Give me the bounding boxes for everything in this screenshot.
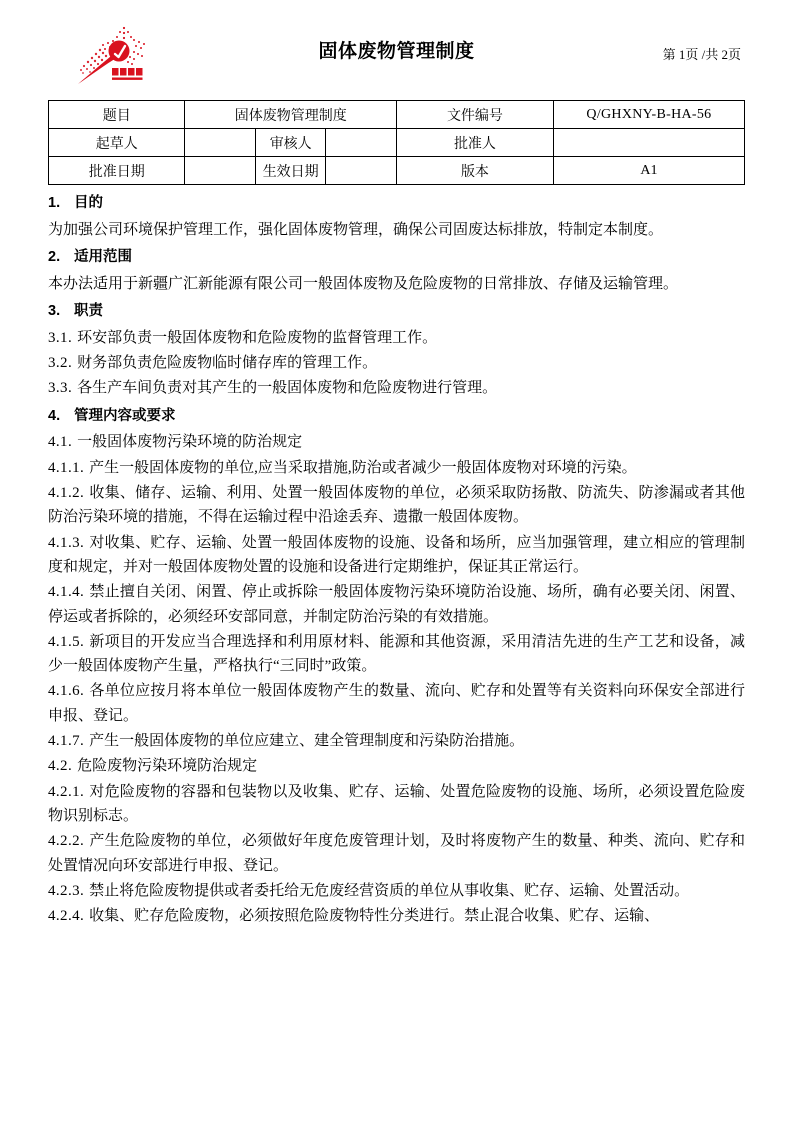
table-cell-docno-value: Q/GHXNY-B-HA-56	[553, 101, 744, 129]
paragraph-text: 禁止擅自关闭、闲置、停止或拆除一般固体废物污染环境防治设施、场所，确有必要关闭、闲置、停运或者拆除的，必须经环安部同意，并制定防治污染的有效措施。	[48, 584, 745, 625]
body-paragraph	[48, 630, 745, 679]
paragraph-text: 环安部负责一般固体废物和危险废物的监督管理工作。	[77, 329, 438, 346]
table-cell-reviewer-label: 审核人	[255, 129, 325, 157]
body-paragraph	[48, 531, 745, 580]
paragraph-number: 4.1.1.	[48, 459, 85, 476]
paragraph-number: 4.2.3.	[48, 882, 85, 899]
table-cell-approver-label: 批准人	[396, 129, 553, 157]
table-cell-title-value: 固体废物管理制度	[185, 101, 397, 129]
paragraph-number: 4.2.1.	[48, 783, 85, 800]
section-number: 4.	[48, 407, 61, 424]
body-paragraph	[48, 679, 745, 728]
paragraph-number: 4.1.3.	[48, 534, 85, 551]
paragraph-text: 危险废物污染环境防治规定	[77, 758, 258, 775]
section-number: 2.	[48, 249, 61, 266]
section-heading	[48, 301, 745, 323]
paragraph-number: 4.1.2.	[48, 485, 85, 502]
body-paragraph	[48, 580, 745, 629]
table-row	[49, 129, 745, 157]
body-paragraph	[48, 904, 745, 928]
paragraph-text: 收集、贮存危险废物，必须按照危险废物特性分类进行。禁止混合收集、贮存、运输、	[89, 908, 660, 925]
body-paragraph	[48, 829, 745, 878]
table-cell-title-label: 题目	[49, 101, 185, 129]
section-heading	[48, 406, 745, 428]
section-heading-text: 目的	[74, 195, 103, 211]
paragraph-text: 对收集、贮存、运输、处置一般固体废物的设施、设备和场所，应当加强管理，建立相应的管理制度和规定，并对一般固体废物处置的设施和设备进行定期维护，保证其正常运行。	[48, 534, 745, 575]
table-cell-approve-date-value	[185, 157, 255, 185]
table-cell-version-label: 版本	[396, 157, 553, 185]
table-cell-effective-date-label: 生效日期	[255, 157, 325, 185]
table-row	[49, 101, 745, 129]
page-number: 第 1页 /共 2页	[662, 47, 741, 62]
paragraph-text: 本办法适用于新疆广汇新能源有限公司一般固体废物及危险废物的日常排放、存储及运输管理。	[48, 275, 679, 292]
table-cell-approve-date-label: 批准日期	[49, 157, 185, 185]
section-heading	[48, 193, 745, 215]
paragraph-text: 对危险废物的容器和包装物以及收集、贮存、运输、处置危险废物的设施、场所，必须设置危险废物识别标志。	[48, 783, 745, 824]
paragraph-number: 4.1.	[48, 434, 73, 451]
paragraph-text: 新项目的开发应当合理选择和利用原材料、能源和其他资源，采用清洁先进的生产工艺和设备，减少一般固体废物产生量，严格执行“三同时”政策。	[48, 633, 745, 675]
body-paragraph	[48, 272, 745, 296]
body-paragraph	[48, 376, 745, 400]
paragraph-text: 一般固体废物污染环境的防治规定	[77, 434, 303, 451]
paragraph-text: 产生危险废物的单位，必须做好年度危废管理计划，及时将废物产生的数量、种类、流向、贮存和处置情况向环安部进行申报、登记。	[48, 833, 745, 874]
document-header	[48, 22, 745, 94]
section-heading-text: 职责	[74, 303, 103, 320]
document-body	[48, 193, 745, 928]
paragraph-text: 产生一般固体废物的单位,应当采取措施,防治或者减少一般固体废物对环境的污染。	[89, 459, 637, 476]
paragraph-text: 各生产车间负责对其产生的一般固体废物和危险废物进行管理。	[77, 380, 498, 397]
paragraph-number: 3.2.	[48, 355, 73, 372]
table-cell-drafter-label: 起草人	[49, 129, 185, 157]
table-cell-reviewer-value	[326, 129, 397, 157]
body-paragraph	[48, 218, 745, 242]
paragraph-text: 为加强公司环境保护管理工作，强化固体废物管理，确保公司固废达标排放，特制定本制度。	[48, 221, 664, 238]
paragraph-number: 4.2.4.	[48, 908, 85, 925]
paragraph-number: 3.3.	[48, 380, 73, 397]
paragraph-number: 4.1.6.	[48, 683, 85, 700]
paragraph-text: 产生一般固体废物的单位应建立、建全管理制度和污染防治措施。	[89, 733, 525, 750]
paragraph-number: 4.1.4.	[48, 584, 85, 601]
body-paragraph	[48, 351, 745, 375]
table-cell-effective-date-value	[326, 157, 397, 185]
paragraph-number: 4.1.5.	[48, 633, 85, 650]
table-cell-approver-value	[553, 129, 744, 157]
paragraph-number: 4.2.2.	[48, 833, 85, 850]
paragraph-number: 3.1.	[48, 329, 73, 346]
body-paragraph	[48, 481, 745, 530]
paragraph-number: 4.1.7.	[48, 733, 85, 750]
body-paragraph	[48, 430, 745, 454]
page-title: 固体废物管理制度	[318, 41, 475, 62]
table-cell-docno-label: 文件编号	[396, 101, 553, 129]
table-cell-version-value: A1	[553, 157, 744, 185]
body-paragraph	[48, 326, 745, 350]
section-heading-text: 管理内容或要求	[74, 407, 176, 424]
document-info-table	[48, 100, 745, 185]
section-number: 1.	[48, 195, 61, 211]
body-paragraph	[48, 780, 745, 829]
body-paragraph	[48, 729, 745, 753]
body-paragraph	[48, 754, 745, 778]
section-heading	[48, 247, 745, 269]
paragraph-number: 4.2.	[48, 758, 73, 775]
section-number: 3.	[48, 303, 61, 320]
section-heading-text: 适用范围	[74, 249, 132, 266]
paragraph-text: 财务部负责危险废物临时储存库的管理工作。	[77, 355, 378, 372]
document-info-table-container	[48, 100, 745, 185]
body-paragraph	[48, 879, 745, 903]
table-row	[49, 157, 745, 185]
paragraph-text: 收集、储存、运输、利用、处置一般固体废物的单位，必须采取防扬散、防流失、防渗漏或者其他防治污染环境的措施，不得在运输过程中沿途丢弃、遗撒一般固体废物。	[48, 485, 745, 526]
paragraph-text: 各单位应按月将本单位一般固体废物产生的数量、流向、贮存和处置等有关资料向环保安全部进行申报、登记。	[48, 683, 745, 724]
table-cell-drafter-value	[185, 129, 255, 157]
body-paragraph	[48, 456, 745, 480]
paragraph-text: 禁止将危险废物提供或者委托给无危废经营资质的单位从事收集、贮存、运输、处置活动。	[89, 882, 690, 899]
